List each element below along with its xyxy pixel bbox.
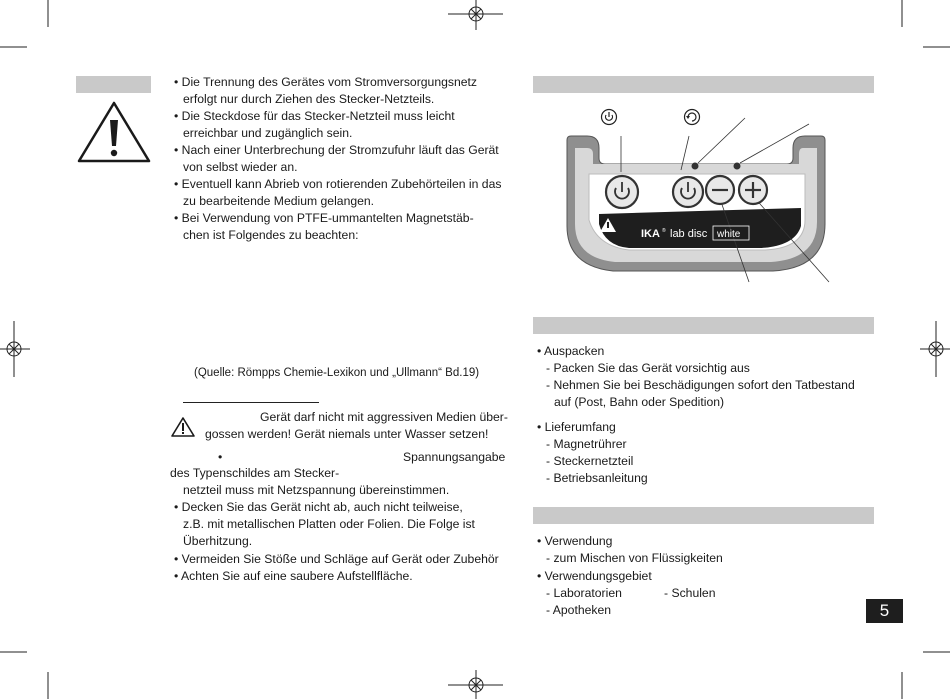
device-variant: white [717, 229, 741, 240]
device-power-button [606, 176, 638, 208]
source-note: (Quelle: Römpps Chemie-Lexikon und „Ullmann“ Bd.19) [194, 367, 480, 379]
voltage-line2: des Typenschildes am Stecker- [170, 466, 340, 480]
device-brand: IKA [641, 228, 660, 240]
voltage-word: Spannungsangabe [403, 450, 506, 464]
left-section-bar [76, 76, 151, 93]
voltage-bullet: • [218, 450, 223, 464]
usage-area-title: • Verwendungsgebiet [537, 569, 652, 583]
delivery-item-2: - Steckernetzteil [546, 454, 634, 468]
usage-section-bar [533, 507, 874, 524]
bullet-socket-line2: erreichbar und zugänglich sein. [183, 126, 353, 140]
voltage-line3: netzteil muss mit Netzspannung übereinstimmen. [183, 483, 450, 497]
power-icon [600, 108, 618, 126]
bullet-ptfe-line2: chen ist Folgendes zu beachten: [183, 228, 359, 242]
usage-area-laboratories: - Laboratorien [546, 586, 622, 600]
bullet-surface: • Achten Sie auf eine saubere Aufstellfläche. [174, 569, 413, 583]
device-minus-button [706, 176, 734, 204]
bullet-restart-line1: • Nach einer Unterbrechung der Stromzufuhr läuft das Gerät [174, 143, 499, 157]
unpacking-section-bar [533, 317, 874, 334]
warning-small-icon [170, 416, 196, 438]
usage-area-schools: - Schulen [664, 586, 716, 600]
device-model: lab disc [670, 228, 708, 240]
unpacking-item-3: auf (Post, Bahn oder Spedition) [554, 395, 725, 409]
page-number: 5 [866, 599, 903, 623]
usage-item: - zum Mischen von Flüssigkeiten [546, 551, 723, 565]
device-rotation-button [673, 177, 703, 207]
bullet-ptfe-line1: • Bei Verwendung von PTFE-ummantelten Magnetstäb- [174, 211, 474, 225]
warning-line2: gossen werden! Gerät niemals unter Wasser setzen! [205, 427, 489, 441]
bullet-restart-line2: von selbst wieder an. [183, 160, 298, 174]
device-registered: ® [662, 228, 666, 234]
bullet-mains-line1: • Die Trennung des Gerätes vom Stromversorgungsnetz [174, 75, 478, 89]
unpacking-item-2: - Nehmen Sie bei Beschädigungen sofort den Tatbestand [546, 378, 855, 392]
delivery-item-1: - Magnetrührer [546, 437, 627, 451]
divider-line [183, 402, 319, 403]
unpacking-title: • Auspacken [537, 344, 605, 358]
warning-line1: Gerät darf nicht mit aggressiven Medien über- [260, 410, 508, 424]
usage-area-pharmacies: - Apotheken [546, 603, 612, 617]
bullet-abrasion-line1: • Eventuell kann Abrieb von rotierenden Zubehörteilen in das [174, 177, 502, 191]
delivery-item-3: - Betriebsanleitung [546, 471, 648, 485]
rotation-icon [683, 108, 701, 126]
bullet-cover-line2: z.B. mit metallischen Platten oder Folien. Die Folge ist [183, 517, 475, 531]
bullet-cover-line3: Überhitzung. [183, 534, 253, 548]
bullet-abrasion-line2: zu bearbeitende Medium gelangen. [183, 194, 375, 208]
bullet-cover-line1: • Decken Sie das Gerät nicht ab, auch nicht teilweise, [174, 500, 463, 514]
bullet-shock: • Vermeiden Sie Stöße und Schläge auf Gerät oder Zubehör [174, 552, 499, 566]
device-plus-button [739, 176, 767, 204]
device-section-bar [533, 76, 874, 93]
bullet-socket-line1: • Die Steckdose für das Stecker-Netzteil muss leicht [174, 109, 455, 123]
delivery-title: • Lieferumfang [537, 420, 616, 434]
bullet-mains-line2: erfolgt nur durch Ziehen des Stecker-Netzteils. [183, 92, 435, 106]
usage-title: • Verwendung [537, 534, 613, 548]
unpacking-item-1: - Packen Sie das Gerät vorsichtig aus [546, 361, 750, 375]
device-panel-illustration [533, 96, 874, 290]
warning-triangle-icon [76, 100, 152, 164]
